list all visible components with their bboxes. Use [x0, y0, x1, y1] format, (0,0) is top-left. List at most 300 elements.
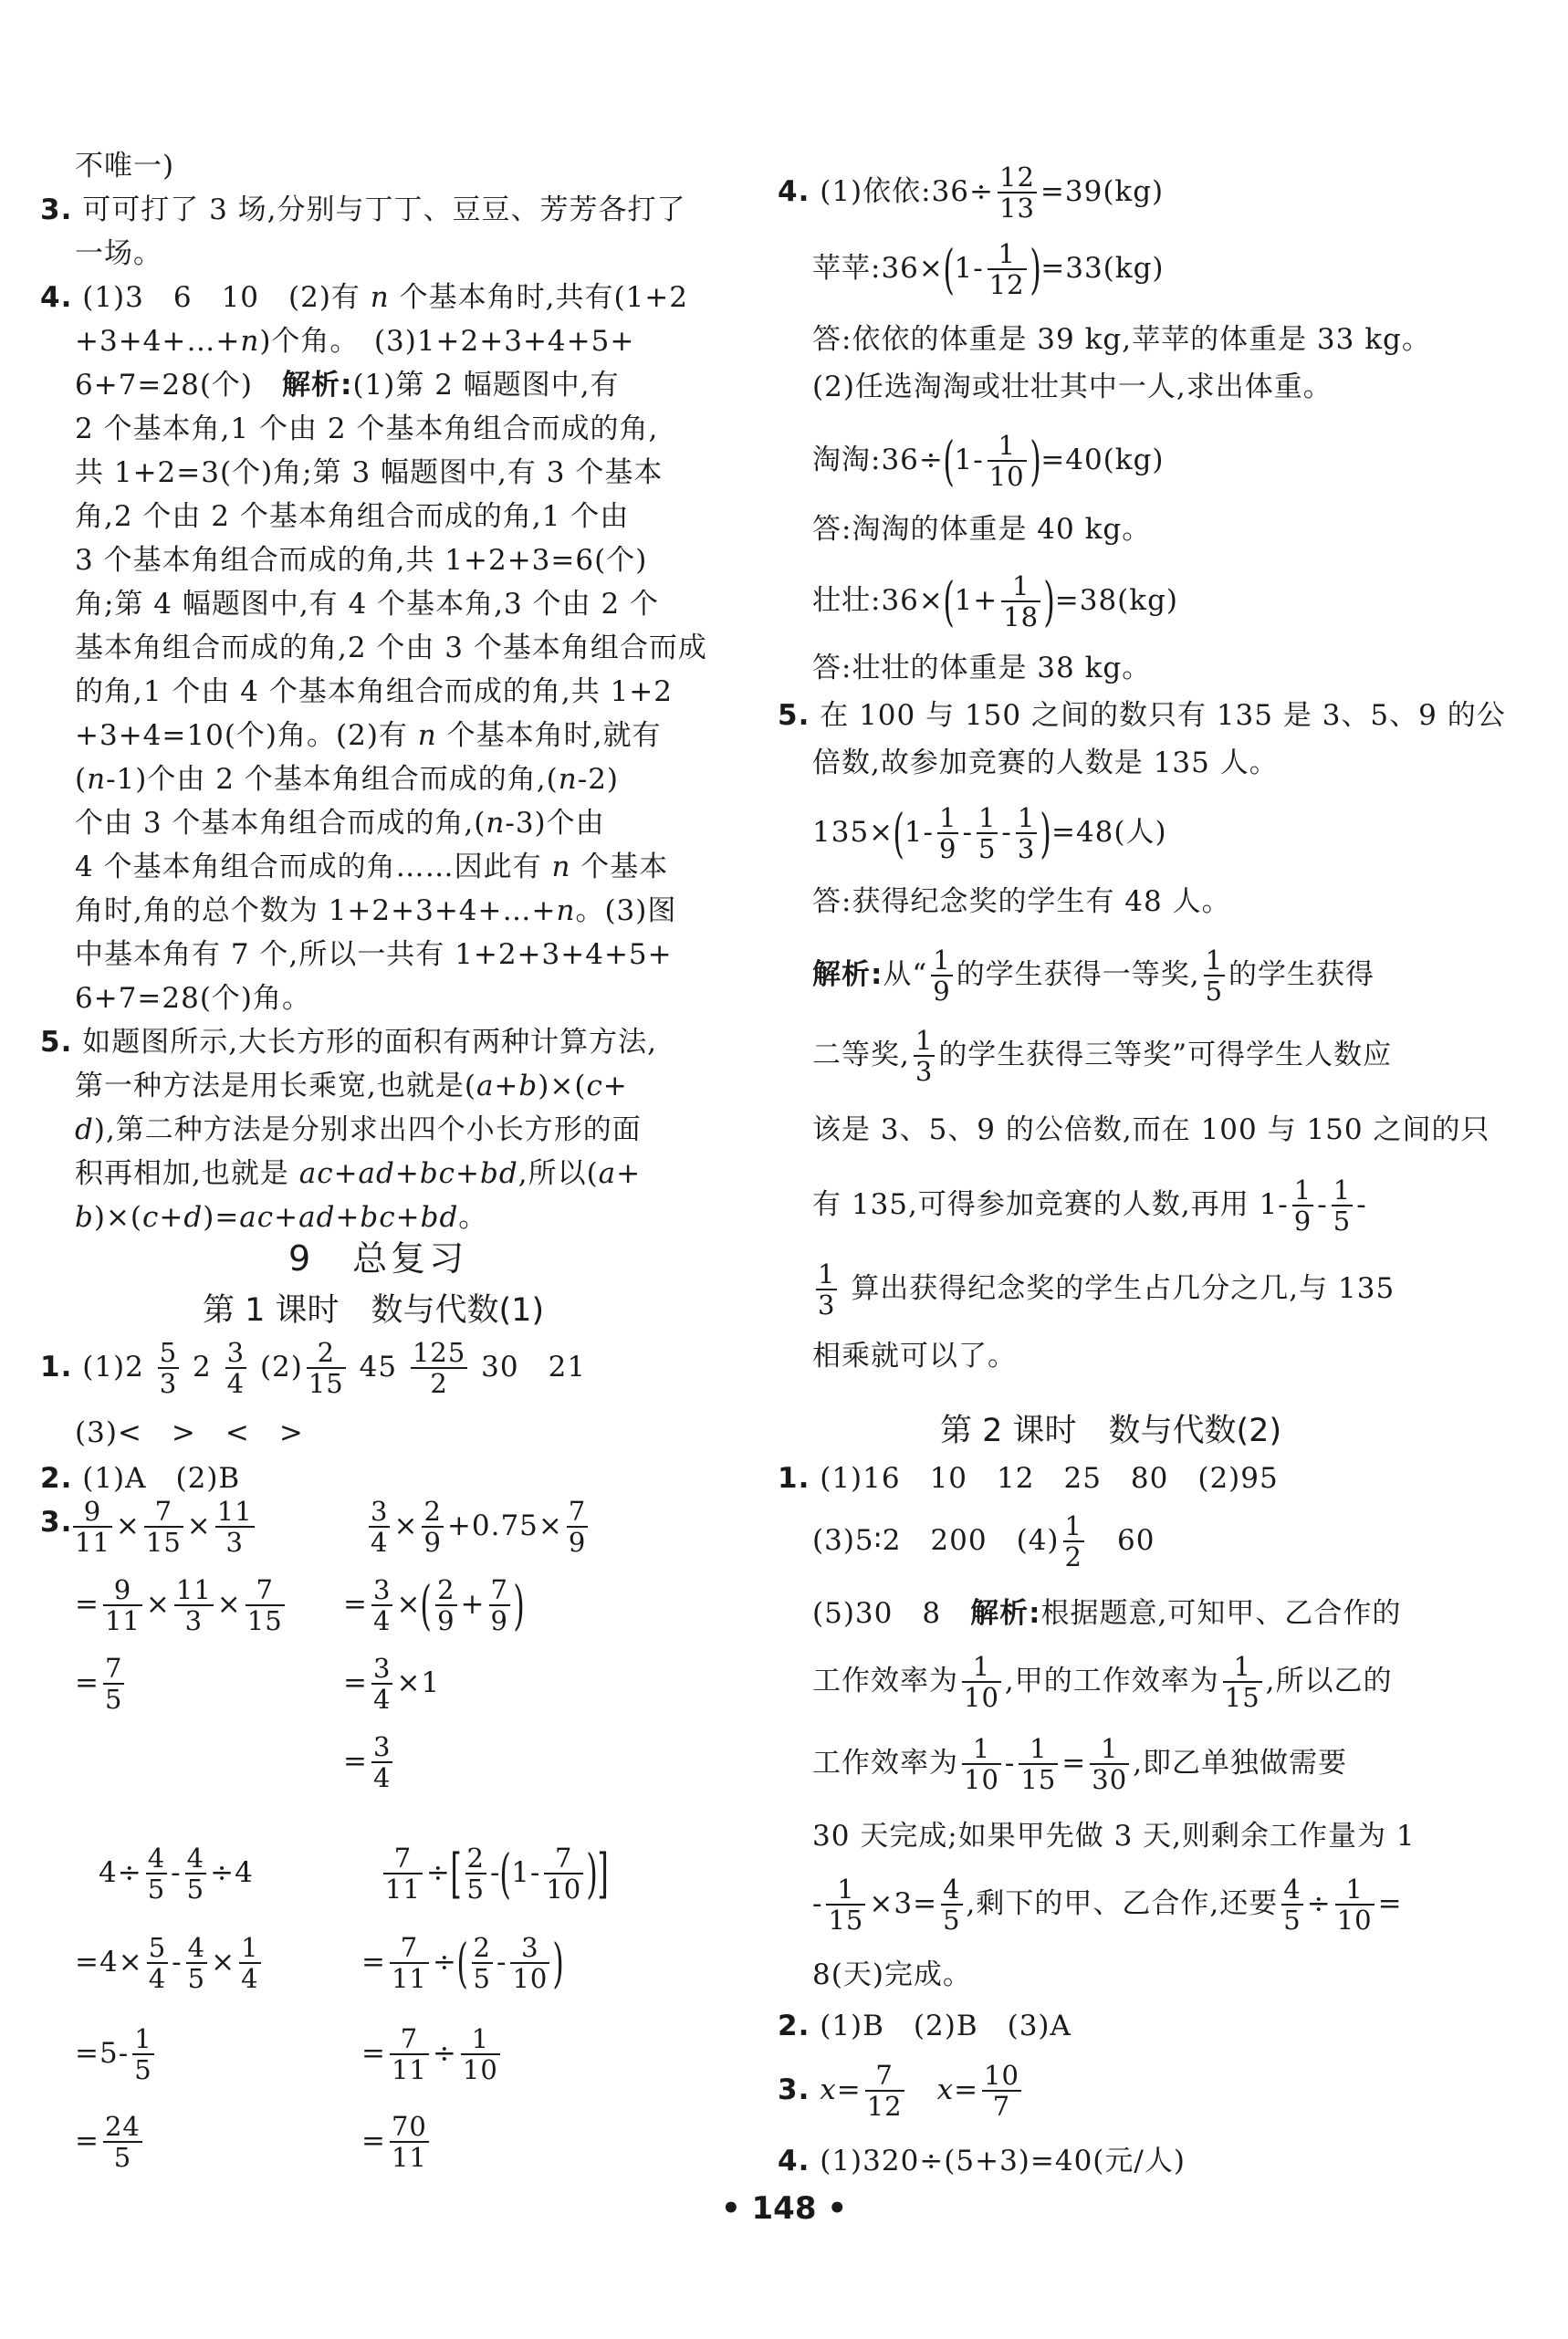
text: )= [203, 1201, 240, 1234]
fraction [1281, 1874, 1302, 1936]
numerator: 3 [521, 1932, 539, 1963]
text: 个基本角时,就有 [436, 719, 662, 752]
text-line: 2 个基本角,1 个由 2 个基本角组合而成的角, [75, 412, 659, 445]
text: 的学生获得 [1228, 957, 1375, 991]
text: 45 [359, 1350, 398, 1384]
numerator: 7 [104, 1653, 123, 1684]
denominator: 10 [512, 1963, 549, 1995]
text-line: (3)< > < > [75, 1416, 304, 1449]
calc-row: = $\frac{7}{11}$ ÷ $\frac{1}{10}$ [361, 2023, 498, 2086]
numerator: 10 [984, 2060, 1019, 2091]
numerator: 3 [372, 1653, 392, 1684]
numerator: 125 [412, 1337, 466, 1368]
text-line: 工作效率为 $\frac{1}{10}$ - $\frac{1}{15}$ = $\frac{1}{30}$ ,即乙单独做需要 [812, 1733, 1348, 1796]
denominator: 11 [391, 2054, 427, 2086]
chapter-title: 9 总复习 [288, 1238, 468, 1279]
text-line [75, 849, 668, 885]
numerator: 2 [473, 1932, 491, 1963]
text-line: 答:依依的体重是 39 kg,苹苹的体重是 33 kg。 [812, 323, 1431, 356]
text-line: 不唯一) [75, 150, 175, 183]
text: ,剩下的甲、乙合作,还要 [966, 1886, 1279, 1920]
numerator: 1 [1017, 802, 1036, 833]
fraction [239, 1933, 260, 1994]
left-bracket: [ [450, 1843, 463, 1906]
text-line [812, 1026, 1392, 1087]
right-bracket: ] [597, 1843, 610, 1906]
fraction [941, 1874, 962, 1936]
calc-row [99, 1843, 254, 1905]
denominator: 9 [423, 1527, 442, 1559]
question-number: 3. [40, 193, 73, 226]
text-line [812, 945, 1375, 1007]
denominator: 2 [411, 1367, 467, 1398]
text: ),第二种方法是分别求出四个小长方形的面 [93, 1113, 642, 1146]
fraction [390, 2112, 429, 2173]
denominator: 10 [988, 461, 1025, 493]
denominator: 5 [103, 2141, 142, 2172]
text: )×( [93, 1201, 143, 1234]
numerator: 4 [147, 1843, 166, 1874]
section-1-right [778, 1460, 1279, 1497]
text: ÷4 [210, 1855, 254, 1889]
section-1 [40, 1338, 586, 1399]
fraction [461, 2024, 500, 2085]
fraction [390, 2024, 429, 2085]
analysis-label: 解析: [282, 369, 353, 402]
text: 个基本角时,共有(1+2 [389, 281, 688, 314]
text: (1)3 6 10 (2)有 [82, 281, 371, 314]
math-var: x [936, 2073, 955, 2106]
question-number: 5. [40, 1026, 73, 1059]
denominator: 18 [1003, 601, 1040, 633]
text-line: 30 天完成;如果甲先做 3 天,则剩余工作量为 1 [812, 1820, 1416, 1853]
fraction [73, 1497, 112, 1558]
numerator: 9 [113, 1574, 132, 1605]
numerator: 7 [400, 1932, 419, 1963]
text: (1)16 10 12 25 80 (2)95 [820, 1462, 1279, 1495]
section-2-right [778, 2008, 1071, 2044]
left-paren: ( [943, 570, 956, 633]
text: 4÷ [99, 1855, 142, 1889]
text-line [75, 1155, 641, 1192]
denominator: 10 [462, 2054, 498, 2086]
fraction [1292, 1175, 1313, 1237]
text-line: 共 1+2=3(个)角;第 3 幅题图中,有 3 个基本 [75, 456, 664, 489]
math-var: n [558, 763, 578, 796]
numerator: 3 [372, 1731, 392, 1762]
text: (1)依依:36÷ [820, 174, 994, 208]
question-number-text: 3. [40, 1506, 73, 1539]
numerator: 4 [186, 1843, 205, 1874]
denominator: 5 [1283, 1905, 1301, 1937]
fraction [982, 2061, 1021, 2122]
text-line: 倍数,故参加竞赛的人数是 135 人。 [812, 747, 1279, 779]
text: -2) [577, 763, 620, 796]
math-var: n [417, 719, 437, 752]
numerator: 1 [241, 1932, 259, 1963]
right-paren: ) [1029, 238, 1041, 301]
numerator: 4 [943, 1874, 961, 1905]
numerator: 4 [1283, 1874, 1301, 1905]
numerator: 7 [568, 1496, 587, 1527]
text-line: 6+7=28(个)角。 [75, 982, 312, 1015]
text: 。 [458, 1201, 488, 1234]
text: =5- [75, 2036, 130, 2070]
section-3-right: 3. x= $\frac{7}{12}$ x= $\frac{10}{7}$ [778, 2060, 1019, 2123]
page-number: • 148 • [720, 2190, 848, 2227]
denominator: 5 [104, 1684, 123, 1716]
text: =4× [75, 1945, 143, 1979]
math: a+ [598, 1157, 642, 1190]
denominator: 10 [964, 1764, 999, 1796]
numerator: 1 [977, 802, 997, 833]
denominator: 5 [1333, 1206, 1352, 1237]
fraction [962, 1652, 1001, 1713]
numerator: 1 [1101, 1733, 1119, 1764]
question-number: 4. [40, 281, 73, 314]
fraction [411, 1338, 467, 1399]
fraction [371, 1654, 392, 1715]
numerator: 7 [154, 1496, 173, 1527]
text: (1)第 2 幅题图中,有 [352, 369, 620, 402]
text-line [812, 1652, 1393, 1713]
left-paren: ( [456, 1932, 469, 1995]
question-number: 4. [778, 174, 810, 208]
calc-row: $\frac{3}{4}$ × $\frac{2}{9}$ +0.75× $\frac{7}{9}$ [371, 1496, 587, 1559]
text: 30 21 [481, 1350, 587, 1384]
calc-row: = $\frac{3}{4}$ ×( $\frac{2}{9}$ + $\frac{7}{9}$ ) [343, 1574, 526, 1637]
text: ×1 [396, 1665, 441, 1699]
denominator: 4 [371, 1527, 389, 1559]
right-paren: ) [552, 1932, 565, 1995]
text: 60 [1116, 1523, 1155, 1557]
text-line [75, 1068, 628, 1104]
section-2 [40, 1460, 240, 1497]
denominator: 5 [466, 1874, 485, 1906]
fraction [147, 1933, 168, 1994]
numerator: 1 [134, 2023, 152, 2054]
numerator: 7 [490, 1574, 508, 1605]
text-line: 答:淘淘的体重是 40 kg。 [812, 513, 1152, 546]
calc-row [812, 431, 1165, 492]
fraction [865, 2061, 904, 2122]
text: 的学生获得三等奖”可得学生人数应 [938, 1038, 1393, 1071]
text-line [75, 367, 620, 403]
question-3 [40, 192, 686, 228]
denominator: 5 [134, 2054, 152, 2086]
fraction [962, 1734, 1001, 1795]
text: 在 100 与 150 之间的数只有 135 是 3、5、9 的公 [820, 699, 1506, 732]
calc-row: = $\frac{3}{4}$ [343, 1731, 392, 1794]
text-line: 一场。 [75, 237, 162, 270]
numerator: 11 [216, 1496, 253, 1527]
numerator: 24 [104, 2111, 141, 2142]
question-number: 5. [778, 699, 810, 732]
calc-row: = $\frac{3}{4}$ ×1 [343, 1653, 441, 1716]
text-line [75, 717, 661, 754]
denominator: 15 [828, 1905, 864, 1937]
text: 淘淘:36÷ [812, 443, 944, 476]
text: 壮壮:36× [812, 583, 944, 617]
denominator: 9 [933, 976, 951, 1008]
denominator: 5 [943, 1905, 961, 1937]
fraction [510, 1933, 549, 1994]
text: (3)5∶2 200 (4) [812, 1523, 1060, 1557]
fraction [1090, 1734, 1129, 1795]
fraction [465, 1843, 486, 1905]
text: 。(3)图 [575, 894, 677, 927]
math: c+ [586, 1070, 628, 1102]
numerator: 7 [393, 1843, 413, 1874]
text: 积再相加,也就是 [75, 1157, 299, 1190]
text: =48(人) [1051, 815, 1167, 849]
numerator: 1 [1030, 1733, 1048, 1764]
text: +3+4+…+ [75, 325, 241, 358]
text: ,所以乙的 [1265, 1664, 1393, 1697]
text: =40(kg) [1040, 443, 1165, 476]
text: -3)个由 [505, 807, 605, 840]
calc-row [812, 239, 1165, 300]
text-line: 角,2 个由 2 个基本角组合而成的角,1 个由 [75, 500, 630, 533]
text: 6+7=28(个) [75, 369, 283, 402]
denominator: 11 [391, 2142, 427, 2174]
calc-row [75, 2024, 158, 2085]
numerator: 2 [317, 1337, 336, 1368]
denominator: 11 [391, 1963, 427, 1995]
text: - [172, 1945, 183, 1979]
denominator: 3 [1017, 833, 1036, 865]
calc-row: = $\frac{9}{11}$ × $\frac{11}{3}$ × $\frac{7}{15}$ [75, 1574, 283, 1637]
text-line: 该是 3、5、9 的公倍数,而在 100 与 150 之间的只 [812, 1113, 1490, 1146]
text-line: - $\frac{1}{15}$ ×3= $\frac{4}{5}$ ,剩下的甲、乙合作,还要 $\frac{4}{5}$ ÷ $\frac{1}{10}$ = [812, 1874, 1403, 1937]
text: 工作效率为 [812, 1664, 958, 1697]
calc-row: = $\frac{7}{11}$ ÷( $\frac{2}{5}$ - $\frac{3}{10}$ ) [361, 1932, 565, 1995]
calc-row: = $\frac{70}{11}$ [361, 2111, 427, 2174]
denominator: 4 [372, 1605, 392, 1637]
fraction [988, 431, 1027, 492]
denominator: 15 [145, 1527, 182, 1559]
text-line: 基本角组合而成的角,2 个由 3 个基本角组合而成 [75, 632, 707, 664]
numerator: 1 [1233, 1651, 1251, 1682]
text: +3+4=10(个)角。(2)有 [75, 719, 418, 752]
numerator: 1 [915, 1025, 934, 1056]
lesson-title: 第 2 课时 数与代数(2) [940, 1413, 1282, 1449]
math: a+b [476, 1070, 538, 1102]
numerator: 2 [437, 1574, 455, 1605]
text: ×3= [869, 1886, 938, 1920]
math: ac+ad+bc+bd [239, 1201, 459, 1234]
text: 角时,角的总个数为 1+2+3+4+…+ [75, 894, 557, 927]
fraction [988, 239, 1027, 300]
question-4-right [778, 162, 1164, 224]
fraction [1332, 1175, 1353, 1237]
numerator: 1 [972, 1651, 991, 1682]
text-line: 8(天)完成。 [812, 1958, 972, 1991]
numerator: 5 [159, 1337, 178, 1368]
text-line [75, 323, 634, 360]
fraction [931, 945, 952, 1007]
fraction [1019, 1734, 1058, 1795]
right-paren: ) [1029, 430, 1041, 493]
fraction [103, 1654, 124, 1715]
text: 如题图所示,大长方形的面积有两种计算方法, [82, 1026, 657, 1059]
math: d [75, 1113, 94, 1146]
denominator: 12 [988, 269, 1025, 301]
fraction [185, 1843, 206, 1905]
question-number [40, 1504, 72, 1540]
numerator: 1 [939, 802, 957, 833]
denominator: 9 [939, 833, 957, 865]
fraction [567, 1497, 588, 1558]
calc-row [75, 1933, 265, 1994]
numerator: 7 [555, 1843, 573, 1874]
text: 1- [954, 251, 984, 285]
fraction [225, 1338, 246, 1399]
fraction [215, 1497, 255, 1558]
text-line: 相乘就可以了。 [812, 1340, 1017, 1373]
text: ,即乙单独做需要 [1133, 1746, 1348, 1780]
text: 从“ [883, 957, 928, 991]
math: ac+ad+bc+bd [298, 1157, 518, 1190]
fraction [174, 1575, 214, 1636]
text: ,甲的工作效率为 [1004, 1664, 1219, 1697]
text: 可可打了 3 场,分别与丁丁、豆豆、芳芳各打了 [82, 193, 686, 226]
question-5 [40, 1024, 657, 1060]
fraction [103, 1575, 142, 1636]
denominator: 4 [241, 1963, 259, 1995]
fraction [383, 1843, 423, 1905]
denominator: 30 [1092, 1764, 1128, 1796]
denominator: 12 [866, 2091, 903, 2123]
analysis-label: 解析: [812, 957, 883, 991]
text: (1)2 [82, 1350, 144, 1384]
fraction [937, 803, 958, 864]
text: 第一种方法是用长乘宽,也就是( [75, 1070, 476, 1102]
denominator: 10 [964, 1682, 999, 1714]
denominator: 11 [75, 1527, 110, 1559]
denominator: 4 [372, 1684, 392, 1716]
text-line [75, 1112, 642, 1148]
numerator: 1 [998, 238, 1016, 269]
text: 1- [904, 815, 934, 849]
question-number: 2. [778, 2010, 810, 2042]
calc-row: 135×(1- $\frac{1}{9}$ - $\frac{1}{5}$ - $\frac{1}{3}$ )=48(人) [812, 802, 1167, 865]
fraction [489, 1575, 510, 1636]
text: (5)30 8 [812, 1597, 971, 1630]
text: 2 [193, 1350, 212, 1384]
denominator: 5 [1205, 976, 1224, 1008]
numerator: 1 [1345, 1874, 1364, 1905]
lesson-title: 第 1 课时 数与代数(1) [203, 1292, 545, 1329]
numerator: 12 [999, 162, 1035, 193]
text-line: 3 个基本角组合而成的角,共 1+2+3=6(个) [75, 544, 648, 577]
fraction [1204, 945, 1225, 1007]
numerator: 1 [837, 1874, 855, 1905]
right-paren: ) [586, 1843, 599, 1906]
denominator: 2 [1064, 1541, 1082, 1573]
fraction [1016, 803, 1037, 864]
fraction [816, 1259, 837, 1321]
fraction [914, 1026, 935, 1087]
text: (1)B (2)B (3)A [820, 2010, 1071, 2042]
numerator: 1 [998, 430, 1016, 461]
text: -1)个由 2 个基本角组合而成的角,( [106, 763, 559, 796]
math: b [75, 1201, 94, 1234]
fraction [390, 1933, 429, 1994]
denominator: 15 [246, 1605, 283, 1637]
right-paren: ) [1043, 570, 1056, 633]
text: 4 个基本角组合而成的角……因此有 [75, 851, 552, 883]
fraction [977, 803, 998, 864]
numerator: 1 [818, 1258, 836, 1290]
text: 有 135,可得参加竞赛的人数,再用 1- [812, 1187, 1289, 1221]
denominator: 5 [187, 1963, 206, 1995]
text-line: (2)任选淘淘或壮壮其中一人,求出体重。 [812, 371, 1333, 403]
calc-row: = $\frac{24}{5}$ [75, 2111, 141, 2174]
numerator: 3 [226, 1337, 246, 1368]
numerator: 1 [1293, 1175, 1312, 1206]
fraction [369, 1497, 390, 1558]
denominator: 4 [148, 1963, 167, 1995]
denominator: 11 [385, 1874, 421, 1906]
calc-row [812, 571, 1178, 632]
denominator: 10 [1336, 1905, 1373, 1937]
text: 苹苹:36× [812, 251, 944, 285]
math: c+d [142, 1201, 204, 1234]
fraction [158, 1338, 179, 1399]
text-line: 中基本角有 7 个,所以一共有 1+2+3+4+5+ [75, 938, 673, 971]
denominator: 3 [915, 1056, 934, 1088]
text: 个基本 [570, 851, 669, 883]
denominator: 10 [546, 1874, 582, 1906]
denominator: 3 [215, 1526, 255, 1557]
text: =39(kg) [1040, 174, 1165, 208]
fraction [144, 1497, 183, 1558]
text-line: 答:获得纪念奖的学生有 48 人。 [812, 885, 1231, 918]
text: 的学生获得一等奖, [956, 957, 1200, 991]
denominator: 13 [999, 193, 1035, 225]
numerator: 1 [1011, 570, 1030, 601]
text: (2) [259, 1350, 303, 1384]
denominator: 4 [226, 1368, 246, 1400]
fraction [1001, 571, 1040, 632]
fraction [146, 1843, 167, 1905]
text: )×( [538, 1070, 587, 1102]
denominator: 15 [308, 1368, 344, 1400]
fraction [472, 1933, 493, 1994]
denominator: 9 [568, 1527, 587, 1559]
numerator: 3 [372, 1574, 392, 1605]
text: × [211, 1945, 236, 1979]
numerator: 7 [256, 1574, 274, 1605]
fraction [826, 1874, 865, 1936]
text-line: 的角,1 个由 4 个基本角组合而成的角,共 1+2 [75, 675, 673, 708]
text-line [75, 761, 619, 798]
right-paren: ) [513, 1574, 526, 1637]
numerator: 2 [466, 1843, 485, 1874]
question-4 [40, 279, 688, 316]
right-paren: ) [1040, 802, 1052, 865]
text: =38(kg) [1054, 583, 1179, 617]
text: ( [75, 763, 88, 796]
math-var: x [820, 2073, 837, 2106]
text: 根据题意,可知甲、乙合作的 [1040, 1597, 1402, 1630]
fraction [371, 1575, 392, 1636]
denominator: 15 [1224, 1682, 1260, 1714]
fraction [544, 1843, 583, 1905]
question-number: 1. [778, 1462, 810, 1495]
numerator: 70 [391, 2111, 427, 2142]
